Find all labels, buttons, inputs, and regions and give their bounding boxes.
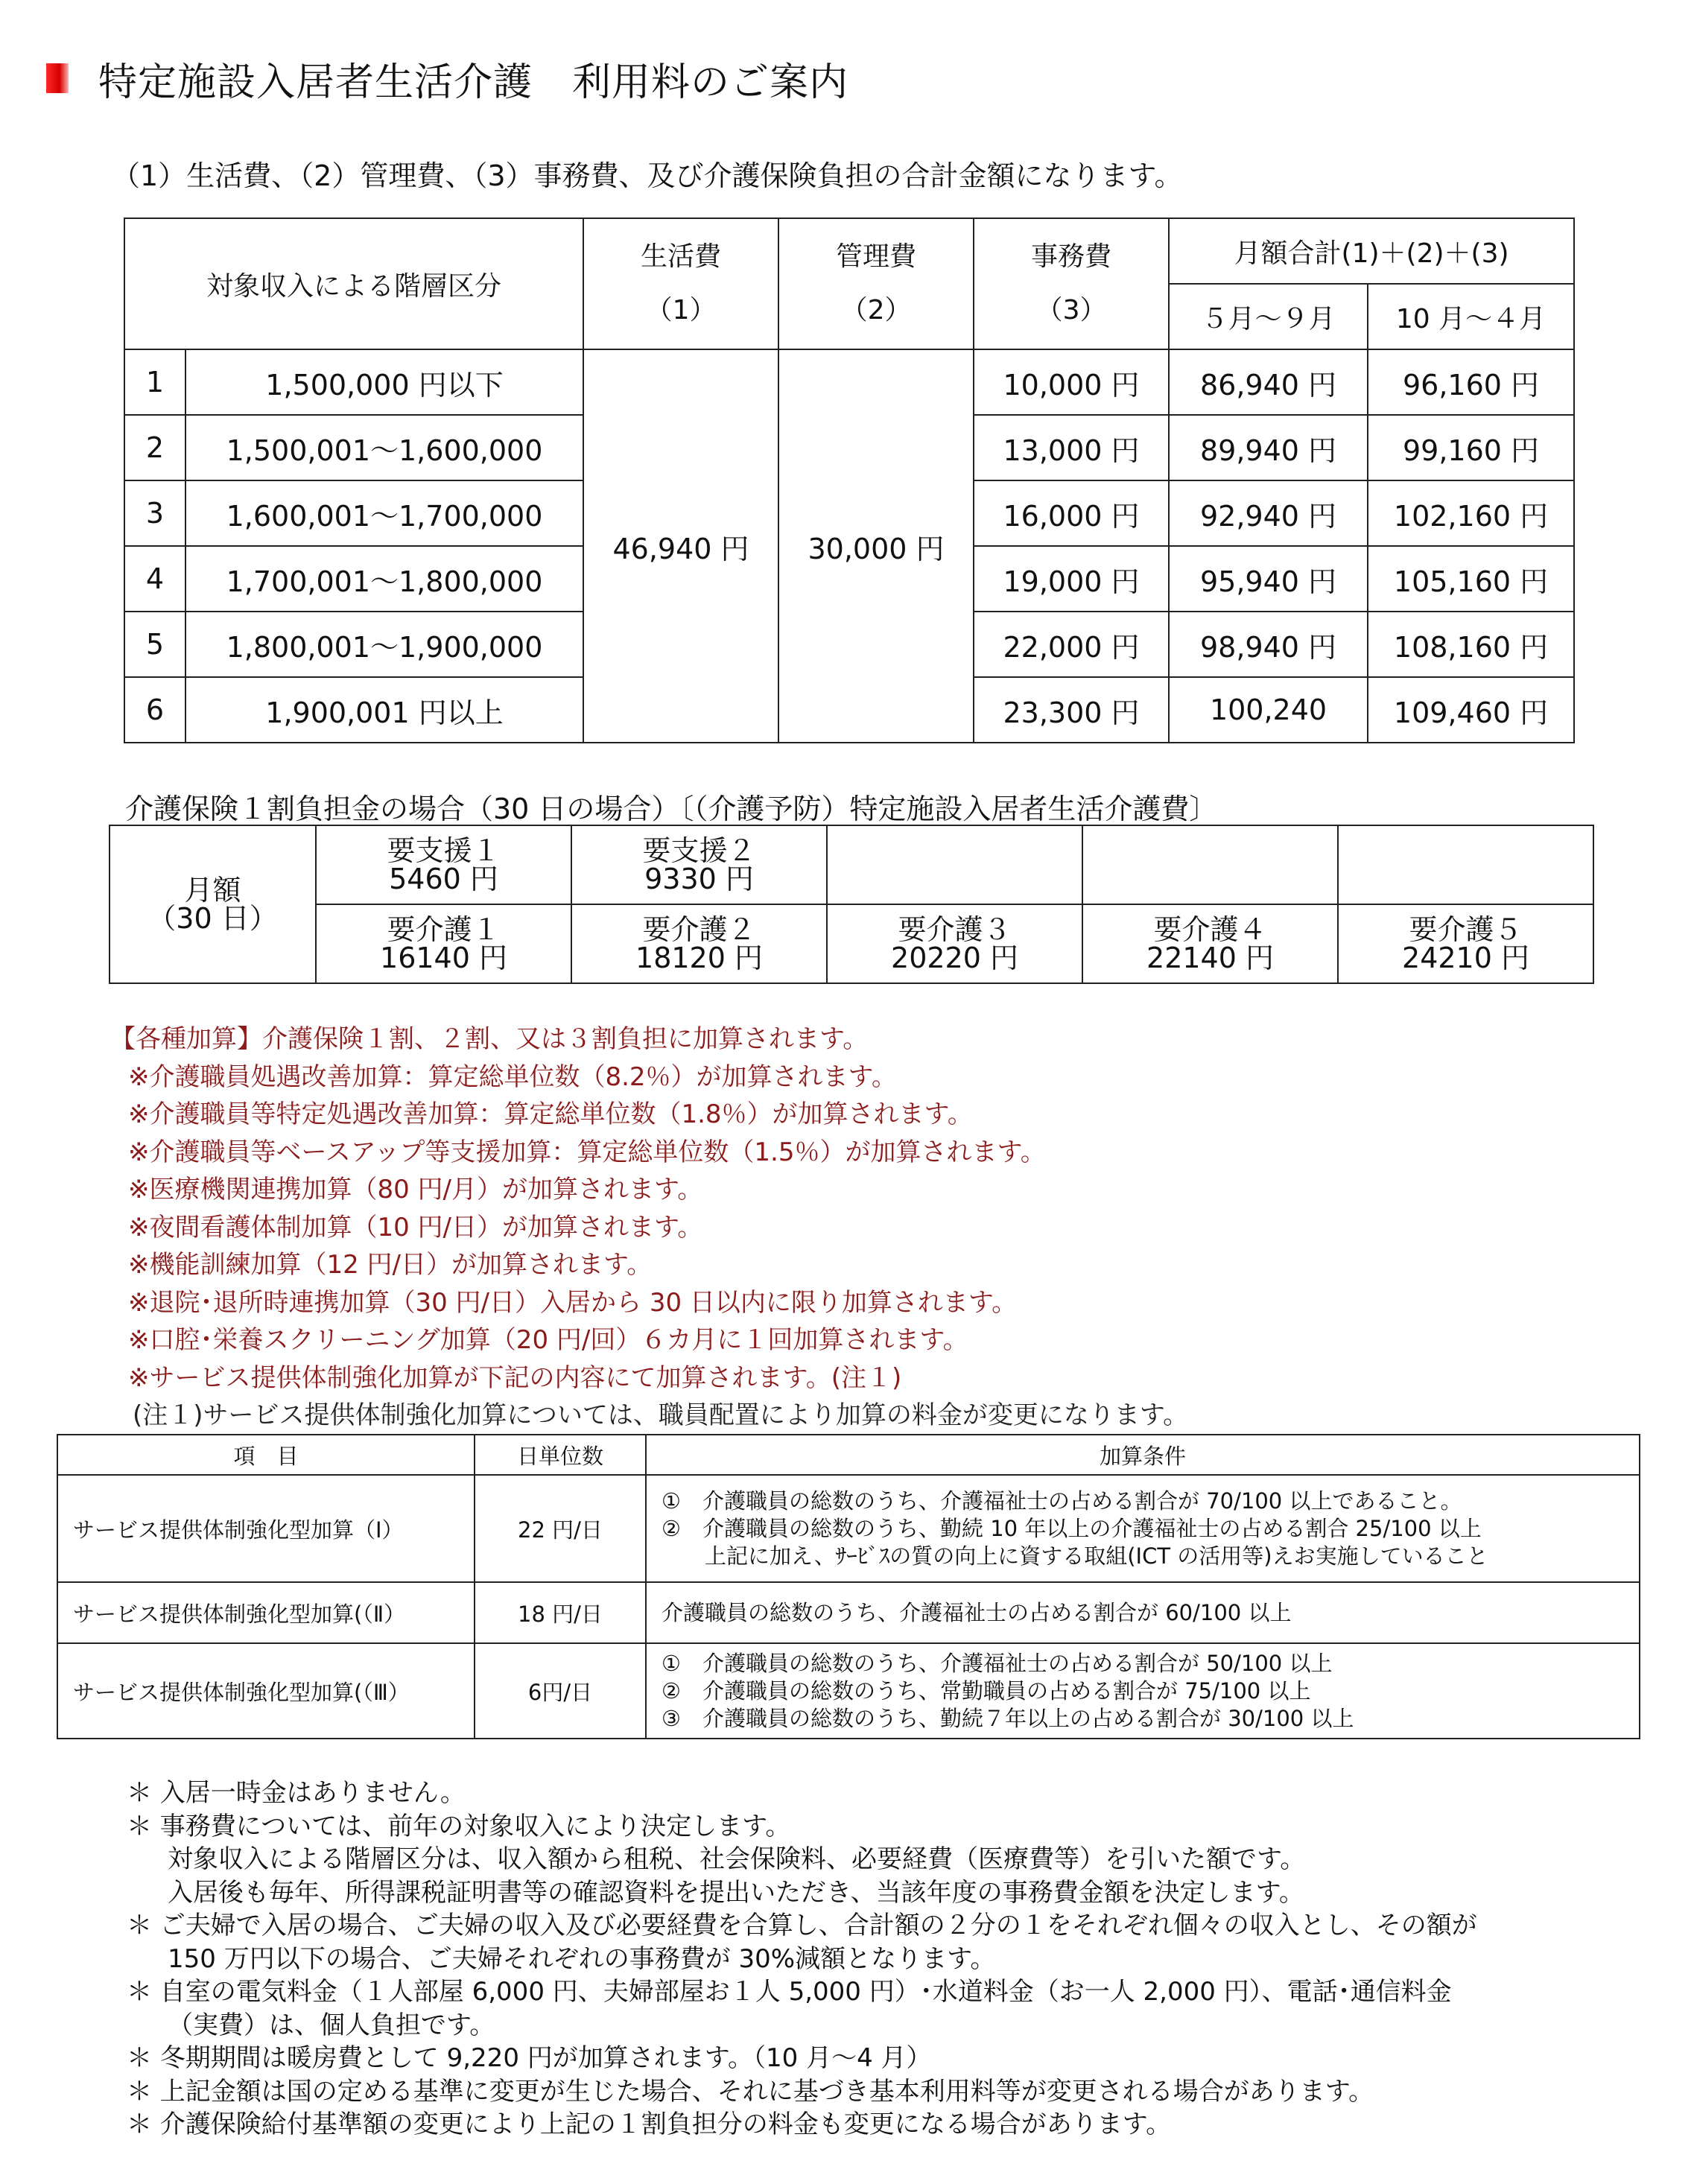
care-2 (571, 904, 827, 983)
page-title: 特定施設入居者生活介護 利用料のご案内 (98, 60, 849, 105)
total-summer: 95,940 円 (1169, 546, 1368, 612)
charge-item: ※口腔･栄養スクリーニング加算（20 円/回）６カ月に１回加算されます。 (128, 1325, 968, 1355)
tier-number: 5 (124, 612, 185, 677)
footnote: ＊ 上記金額は国の定める基準に変更が生じた場合、それに基づき基本利用料等が変更される場合があります。 (127, 2076, 1374, 2107)
tier-range: 1,500,000 円以下 (185, 349, 583, 415)
footnotes (127, 1777, 1477, 2142)
additional-charges (110, 1020, 1188, 1435)
care-level: 要介護２ (642, 913, 756, 946)
header-winter: 10 月～４月 (1368, 284, 1574, 349)
header-daily: 日単位数 (475, 1435, 646, 1475)
service-conditions (646, 1643, 1640, 1739)
office-fee: 16,000 円 (974, 480, 1169, 546)
charge-item: ※医療機関連携加算（80 円/月）が加算されます。 (128, 1175, 703, 1204)
support-level: 要支援２ (642, 834, 756, 867)
tier-range: 1,600,001～1,700,000 (185, 480, 583, 546)
total-winter: 102,160 円 (1368, 480, 1574, 546)
header-category: 対象収入による階層区分 (124, 218, 583, 349)
care-3 (827, 904, 1082, 983)
service-daily: 18 円/日 (475, 1582, 646, 1643)
care-level: 要介護５ (1409, 913, 1523, 946)
condition-line: ① 介護職員の総数のうち、介護福祉士の占める割合が 70/100 以上であること。 (662, 1488, 1462, 1514)
office-fee: 19,000 円 (974, 546, 1169, 612)
care-level: 要介護３ (898, 913, 1012, 946)
care-amount: 16140 円 (380, 942, 507, 974)
care-row-label (110, 825, 316, 983)
support-1 (316, 825, 571, 904)
additional-charges-lead: 【各種加算】介護保険１割、２割、又は３割負担に加算されます。 (110, 1024, 869, 1054)
header-office-no: （3） (1035, 295, 1107, 326)
footnote-continuation: 150 万円以下の場合、ご夫婦それぞれの事務費が 30%減額となります。 (168, 1943, 996, 1974)
management-fee: 30,000 円 (778, 349, 974, 743)
service-name: サービス提供体制強化型加算（Ⅰ） (57, 1475, 475, 1582)
charge-item: ※介護職員等特定処遇改善加算：算定総単位数（1.8％）が加算されます。 (128, 1099, 973, 1129)
condition-line: 上記に加え、ｻｰﾋﾞｽの質の向上に資する取組(ICT の活用等)えお実施していること (662, 1543, 1488, 1569)
office-fee: 10,000 円 (974, 349, 1169, 415)
table-row (57, 1643, 1640, 1739)
charge-note: (注１)サービス提供体制強化加算については、職員配置により加算の料金が変更になります。 (133, 1400, 1189, 1430)
charge-item: ※サービス提供体制強化加算が下記の内容にて加算されます。(注１) (128, 1362, 902, 1393)
condition-line: ③ 介護職員の総数のうち、勤続７年以上の占める割合が 30/100 以上 (662, 1705, 1354, 1731)
condition-line: 介護職員の総数のうち、介護福祉士の占める割合が 60/100 以上 (662, 1599, 1292, 1625)
footnote-continuation: （実費）は、個人負担です。 (168, 2010, 495, 2040)
office-fee: 22,000 円 (974, 612, 1169, 677)
empty-cell (1082, 825, 1338, 904)
header-living-no: （1） (645, 295, 717, 326)
support-amount: 5460 円 (389, 863, 498, 895)
empty-cell (827, 825, 1082, 904)
service-table (57, 1434, 1640, 1739)
tier-number: 3 (124, 480, 185, 546)
tier-number: 2 (124, 415, 185, 480)
footnote: ＊ 介護保険給付基準額の変更により上記の１割負担分の料金も変更になる場合があります。 (127, 2110, 1172, 2139)
total-winter: 105,160 円 (1368, 546, 1574, 612)
care-level: 要介護１ (387, 913, 501, 946)
care-table-title: 介護保険１割負担金の場合（30 日の場合）〔（介護予防）特定施設入居者生活介護費〕 (125, 793, 1218, 825)
office-fee: 23,300 円 (974, 677, 1169, 743)
footnote: ＊ 冬期期間は暖房費として 9,220 円が加算されます。（10 月～4 月） (127, 2043, 932, 2073)
charge-item: ※退院･退所時連携加算（30 円/日）入居から 30 日以内に限り加算されます。 (128, 1287, 1018, 1318)
tier-range: 1,800,001～1,900,000 (185, 612, 583, 677)
charge-item: ※機能訓練加算（12 円/日）が加算されます。 (128, 1250, 653, 1280)
care-5 (1338, 904, 1593, 983)
tier-range: 1,500,001～1,600,000 (185, 415, 583, 480)
charge-item: ※介護職員等ベースアップ等支援加算：算定総単位数（1.5％）が加算されます。 (128, 1137, 1046, 1167)
service-daily: 6円/日 (475, 1643, 646, 1739)
tier-range: 1,900,001 円以上 (185, 677, 583, 743)
footnote: ＊ 自室の電気料金（１人部屋 6,000 円、夫婦部屋お１人 5,000 円）･水道料金（お一人 2,000 円）、電話･通信料金 (127, 1977, 1452, 2007)
total-winter: 108,160 円 (1368, 612, 1574, 677)
intro-text: （1）生活費、（2）管理費、（3）事務費、及び介護保険負担の合計金額になります。 (112, 159, 1183, 192)
service-conditions (646, 1582, 1640, 1643)
header-office-label: 事務費 (1031, 241, 1112, 272)
header-management-label: 管理費 (836, 241, 917, 272)
care-amount: 22140 円 (1146, 942, 1274, 974)
footnote-continuation: 対象収入による階層区分は、収入額から租税、社会保険料、必要経費（医療費等）を引いた額です。 (168, 1844, 1306, 1874)
total-summer: 98,940 円 (1169, 612, 1368, 677)
footnote: ＊ 事務費については、前年の対象収入により決定します。 (127, 1811, 791, 1841)
empty-cell (1338, 825, 1593, 904)
support-2 (571, 825, 827, 904)
total-summer: 92,940 円 (1169, 480, 1368, 546)
care-amount: 24210 円 (1402, 942, 1529, 974)
table-row (124, 349, 1574, 415)
header-conditions: 加算条件 (646, 1435, 1640, 1475)
tier-number: 6 (124, 677, 185, 743)
service-daily: 22 円/日 (475, 1475, 646, 1582)
care-1 (316, 904, 571, 983)
total-winter: 96,160 円 (1368, 349, 1574, 415)
condition-line: ① 介護職員の総数のうち、介護福祉士の占める割合が 50/100 以上 (662, 1650, 1333, 1676)
table-row (57, 1475, 1640, 1582)
care-4 (1082, 904, 1338, 983)
header-management (778, 218, 974, 349)
care-row-label-sub: （30 日） (147, 902, 278, 935)
total-summer: 86,940 円 (1169, 349, 1368, 415)
total-summer: 89,940 円 (1169, 415, 1368, 480)
tier-number: 4 (124, 546, 185, 612)
support-level: 要支援１ (387, 834, 501, 867)
condition-line: ② 介護職員の総数のうち、勤続 10 年以上の介護福祉士の占める割合 25/100 以上 (662, 1515, 1482, 1541)
title-marker-icon (46, 63, 69, 93)
care-level: 要介護４ (1153, 913, 1267, 946)
care-amount: 18120 円 (635, 942, 763, 974)
living-fee: 46,940 円 (583, 349, 778, 743)
header-management-no: （2） (840, 295, 912, 326)
footnote: ＊ ご夫婦で入居の場合、ご夫婦の収入及び必要経費を合算し、合計額の２分の１をそれぞれ個々の収入とし、その額が (127, 1911, 1477, 1940)
header-item: 項 目 (57, 1435, 475, 1475)
charge-item: ※介護職員処遇改善加算：算定総単位数（8.2％）が加算されます。 (128, 1061, 897, 1092)
condition-line: ② 介護職員の総数のうち、常勤職員の占める割合が 75/100 以上 (662, 1677, 1311, 1704)
service-conditions (646, 1475, 1640, 1582)
footnote: ＊ 入居一時金はありません。 (127, 1778, 466, 1808)
header-living (583, 218, 778, 349)
header-living-label: 生活費 (641, 241, 722, 272)
care-row-label-main: 月額 (184, 874, 241, 907)
header-total: 月額合計(1)＋(2)＋(3) (1169, 218, 1574, 284)
service-name: サービス提供体制強化型加算(（Ⅲ） (57, 1643, 475, 1739)
total-winter: 99,160 円 (1368, 415, 1574, 480)
footnote-continuation: 入居後も毎年、所得課税証明書等の確認資料を提出いただき、当該年度の事務費金額を決定します。 (168, 1877, 1304, 1908)
table-row (57, 1582, 1640, 1643)
office-fee: 13,000 円 (974, 415, 1169, 480)
tier-range: 1,700,001～1,800,000 (185, 546, 583, 612)
support-amount: 9330 円 (644, 863, 754, 895)
tier-number: 1 (124, 349, 185, 415)
charge-item: ※夜間看護体制加算（10 円/日）が加算されます。 (128, 1212, 703, 1242)
care-amount: 20220 円 (891, 942, 1018, 974)
header-summer: ５月～９月 (1169, 284, 1368, 349)
header-office (974, 218, 1169, 349)
total-summer: 100,240 (1169, 677, 1368, 743)
service-name: サービス提供体制強化型加算(（Ⅱ） (57, 1582, 475, 1643)
total-winter: 109,460 円 (1368, 677, 1574, 743)
page-title-block (46, 52, 848, 104)
care-table (109, 825, 1594, 984)
fee-table (124, 218, 1575, 743)
